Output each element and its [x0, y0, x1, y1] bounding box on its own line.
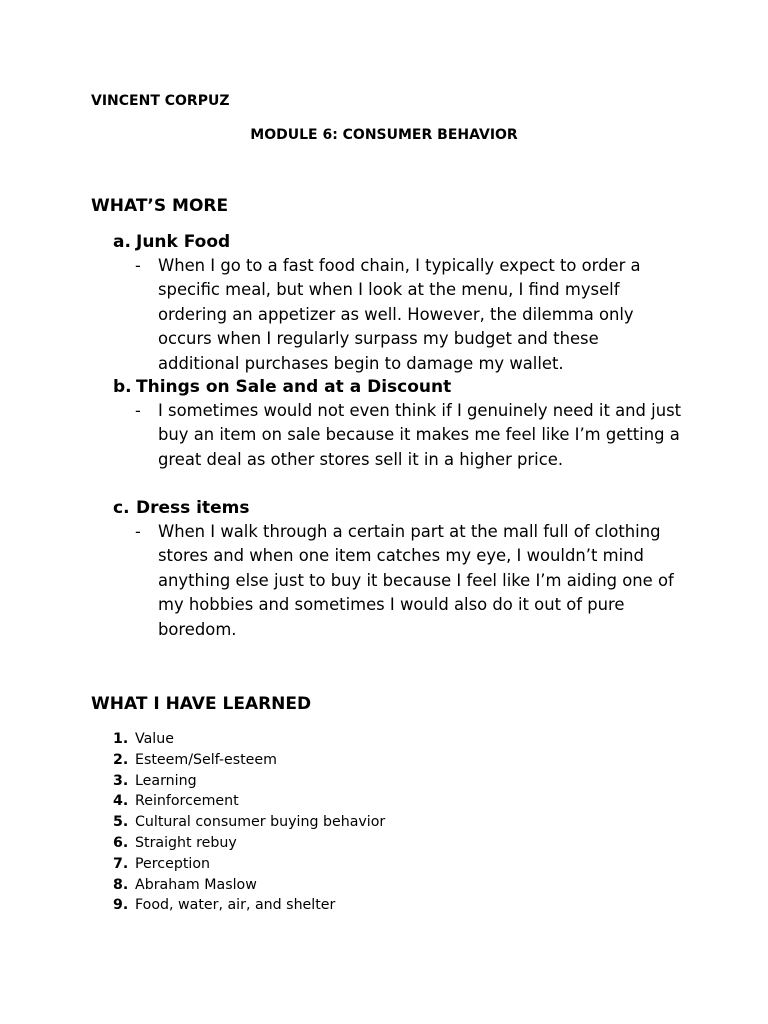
- dash-bullet: -: [135, 256, 141, 275]
- item-header: [91, 496, 731, 520]
- list-item: [91, 833, 591, 854]
- list-label: Abraham Maslow: [135, 876, 257, 893]
- item-body: [91, 254, 731, 376]
- item-text: I sometimes would not even think if I genuinely need it and just buy an item on sale because it makes me feel like I’m getting a great deal as other stores sell it in a higher price.: [158, 401, 682, 469]
- list-number: 3.: [113, 772, 129, 789]
- list-label: Cultural consumer buying behavior: [135, 814, 386, 831]
- learned-list: [91, 729, 591, 916]
- list-number: 7.: [113, 855, 129, 872]
- dash-bullet: -: [135, 401, 141, 420]
- list-number: 9.: [113, 897, 129, 914]
- list-label: Straight rebuy: [135, 834, 237, 851]
- list-item: [91, 771, 591, 792]
- section-heading-whats-more: WHAT’S MORE: [91, 196, 229, 216]
- document-title: MODULE 6: CONSUMER BEHAVIOR: [250, 127, 518, 143]
- list-number: 4.: [113, 793, 129, 810]
- item-header: [91, 230, 731, 254]
- whats-more-item: [91, 496, 731, 642]
- list-label: Esteem/Self-esteem: [135, 751, 277, 768]
- whats-more-item: [91, 230, 731, 376]
- list-label: Learning: [135, 772, 197, 789]
- list-item: [91, 812, 591, 833]
- item-letter: a.: [113, 232, 131, 252]
- list-item: [91, 875, 591, 896]
- list-item: [91, 750, 591, 771]
- list-item: [91, 729, 591, 750]
- item-title: Things on Sale and at a Discount: [136, 377, 452, 397]
- item-title: Dress items: [136, 498, 250, 518]
- author-name: VINCENT CORPUZ: [91, 93, 230, 109]
- item-body: [91, 520, 731, 642]
- list-item: [91, 791, 591, 812]
- section-heading-what-i-have-learned: WHAT I HAVE LEARNED: [91, 694, 312, 714]
- item-letter: c.: [113, 498, 130, 518]
- item-header: [91, 375, 731, 399]
- list-item: [91, 895, 591, 916]
- list-label: Food, water, air, and shelter: [135, 897, 336, 914]
- list-label: Perception: [135, 855, 211, 872]
- item-text: When I walk through a certain part at the mall full of clothing stores and when one item catches my eye, I wouldn’t mind anything else just to buy it because I feel like I’m aiding one of my hobbies and sometimes I would also do it out of pure boredom.: [158, 522, 674, 639]
- item-letter: b.: [113, 377, 132, 397]
- dash-bullet: -: [135, 522, 141, 541]
- item-body: [91, 399, 731, 472]
- list-number: 6.: [113, 834, 129, 851]
- list-item: [91, 854, 591, 875]
- whats-more-item: [91, 375, 731, 472]
- list-number: 1.: [113, 731, 129, 747]
- list-label: Reinforcement: [135, 793, 239, 810]
- list-number: 2.: [113, 751, 129, 768]
- list-number: 5.: [113, 814, 129, 831]
- list-label: Value: [135, 731, 174, 747]
- list-number: 8.: [113, 876, 129, 893]
- item-title: Junk Food: [136, 232, 231, 252]
- item-text: When I go to a fast food chain, I typically expect to order a specific meal, but when I look at the menu, I find myself ordering an appetizer as well. However, the dilemma only occurs when I regularly surpass my budget and these additional purchases begin to damage my wallet.: [158, 256, 641, 373]
